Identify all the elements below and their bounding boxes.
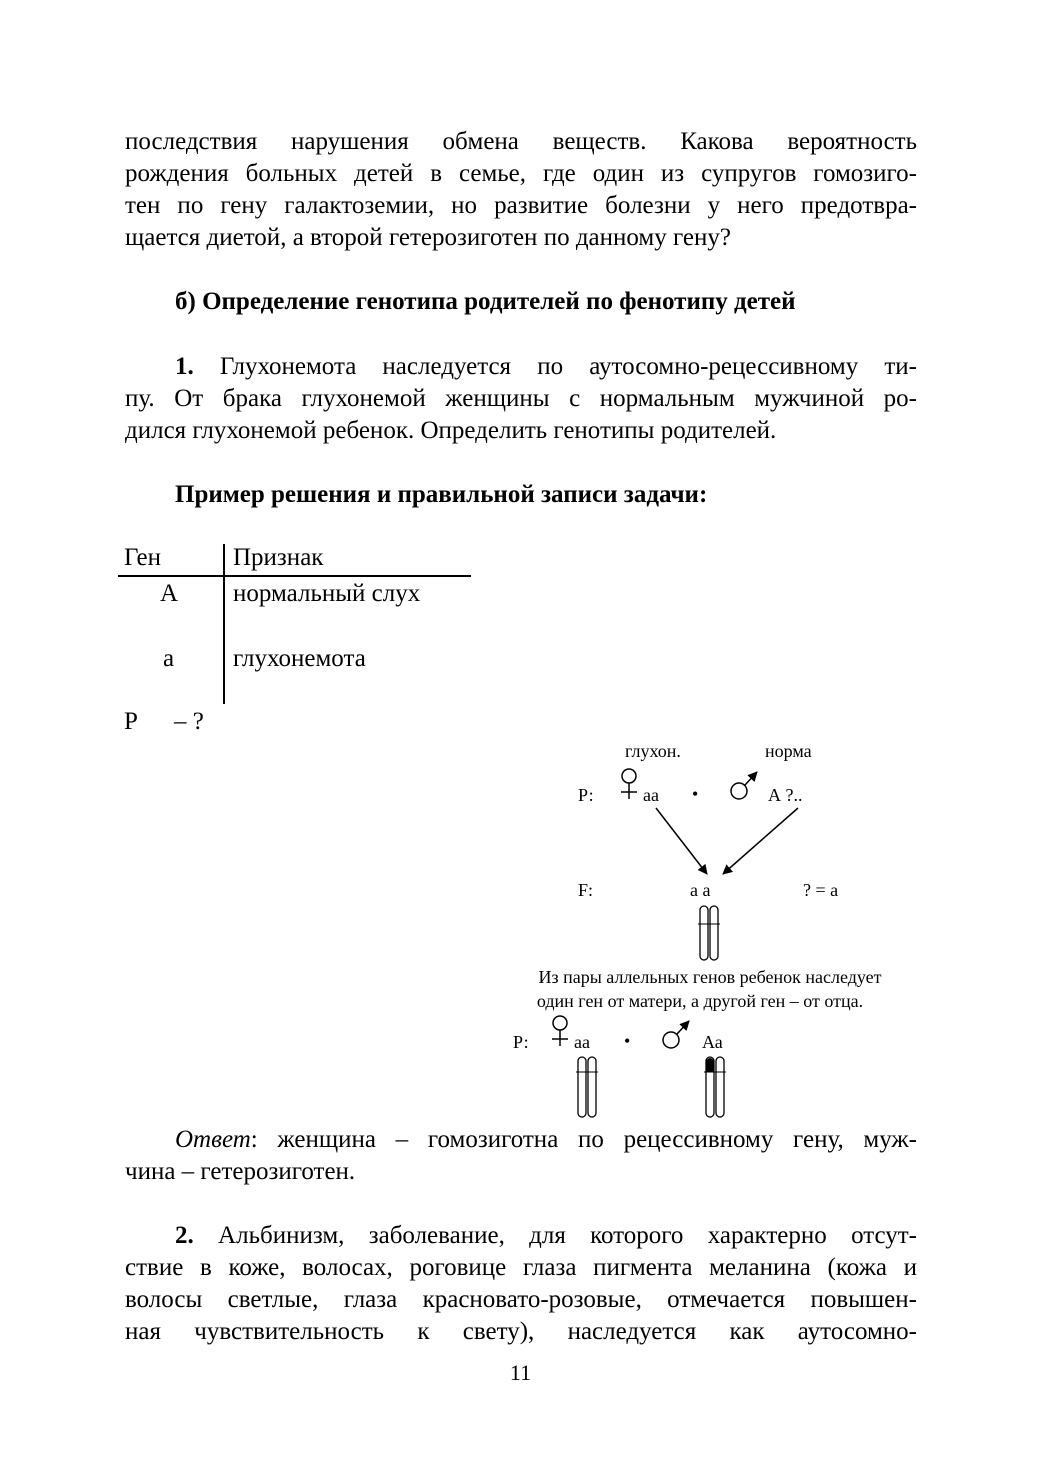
trait-column-header: Признак bbox=[233, 544, 324, 571]
task-number: 2. bbox=[175, 1222, 194, 1249]
male-icon bbox=[731, 772, 757, 799]
text-line: 1. Глухонемота наследуется по аутосомно-рецессивному ти- bbox=[175, 353, 917, 380]
task-number: 1. bbox=[175, 353, 194, 380]
text-line: ная чувствительность к свету), наследуется как аутосомно- bbox=[125, 1318, 917, 1345]
gene-dominant: А bbox=[160, 580, 179, 607]
text-line: дился глухонемой ребенок. Определить генотипы родителей. bbox=[125, 417, 777, 444]
father-genotype: А ?.. bbox=[768, 785, 803, 805]
text-line: тен по гену галактоземии, но развитие болезни у него предотвра- bbox=[125, 192, 917, 219]
diagram-graphics bbox=[490, 735, 930, 1125]
cross-dot-2: • bbox=[624, 1031, 631, 1051]
p2-label: Р: bbox=[513, 1032, 529, 1052]
note-line-2: один ген от матери, а другой ген – от отца. bbox=[536, 991, 864, 1011]
table-lines bbox=[118, 540, 478, 740]
female-icon-2 bbox=[552, 1016, 568, 1046]
text-line: ствие в коже, волосах, роговице глаза пигмента меланина (кожа и bbox=[125, 1254, 917, 1281]
text-line: рождения больных детей в семье, где один из супругов гомозиго- bbox=[125, 160, 917, 187]
section-heading: б) Определение генотипа родителей по фенотипу детей bbox=[175, 288, 796, 315]
text-line: пу. От брака глухонемой женщины с нормальным мужчиной ро- bbox=[125, 385, 917, 412]
child-genotype: а а bbox=[690, 880, 711, 900]
text-line: волосы светлые, глаза красновато-розовые, отмечается повышен- bbox=[125, 1286, 917, 1313]
task-2 bbox=[125, 1220, 917, 1348]
text-line: 2. Альбинизм, заболевание, для которого характерно отсут- bbox=[175, 1222, 917, 1249]
paragraph-intro bbox=[125, 126, 917, 254]
mother-phenotype-label: глухон. bbox=[625, 741, 681, 761]
cross-dot: • bbox=[692, 784, 699, 804]
trait-dominant: нормальный слух bbox=[233, 580, 421, 607]
female-icon bbox=[621, 769, 637, 799]
arrow-from-father bbox=[723, 808, 798, 874]
answer bbox=[125, 1124, 917, 1188]
text-line: чина – гетерозиготен. bbox=[125, 1158, 356, 1185]
question-mark: – ? bbox=[174, 708, 204, 735]
f-label: F: bbox=[578, 880, 594, 900]
gene-table bbox=[118, 540, 478, 740]
p-label: Р: bbox=[578, 785, 594, 805]
page-number: 11 bbox=[509, 1360, 532, 1385]
text-line: последствия нарушения обмена веществ. Какова вероятность bbox=[125, 128, 917, 155]
father-phenotype-label: норма bbox=[765, 741, 812, 761]
example-heading: Пример решения и правильной записи задачи: bbox=[175, 481, 708, 508]
mother-chromosomes-icon bbox=[576, 1057, 598, 1117]
text-line: щается диетой, а второй гетерозиготен по данному гену? bbox=[125, 224, 731, 251]
father-chromosomes-icon bbox=[704, 1057, 726, 1117]
mother-genotype-2: аа bbox=[574, 1032, 590, 1052]
parents-label: Р bbox=[124, 708, 138, 735]
inheritance-diagram bbox=[490, 735, 930, 1125]
answer-label: Ответ bbox=[175, 1126, 251, 1153]
gene-column-header: Ген bbox=[124, 544, 162, 571]
task-1 bbox=[125, 351, 917, 447]
child-chromosomes-icon bbox=[698, 906, 720, 960]
mother-genotype: аа bbox=[643, 785, 659, 805]
text-line: Ответ: женщина – гомозиготна по рецессивному гену, муж- bbox=[175, 1126, 917, 1153]
father-genotype-2: Аа bbox=[702, 1032, 723, 1052]
unknown-equation: ? = а bbox=[803, 880, 839, 900]
male-icon-2 bbox=[663, 1021, 689, 1048]
note-line-1: Из пары аллельных генов ребенок наследует bbox=[538, 967, 882, 987]
trait-recessive: глухонемота bbox=[233, 645, 366, 672]
arrow-from-mother bbox=[656, 808, 707, 874]
gene-recessive: а bbox=[163, 645, 175, 672]
